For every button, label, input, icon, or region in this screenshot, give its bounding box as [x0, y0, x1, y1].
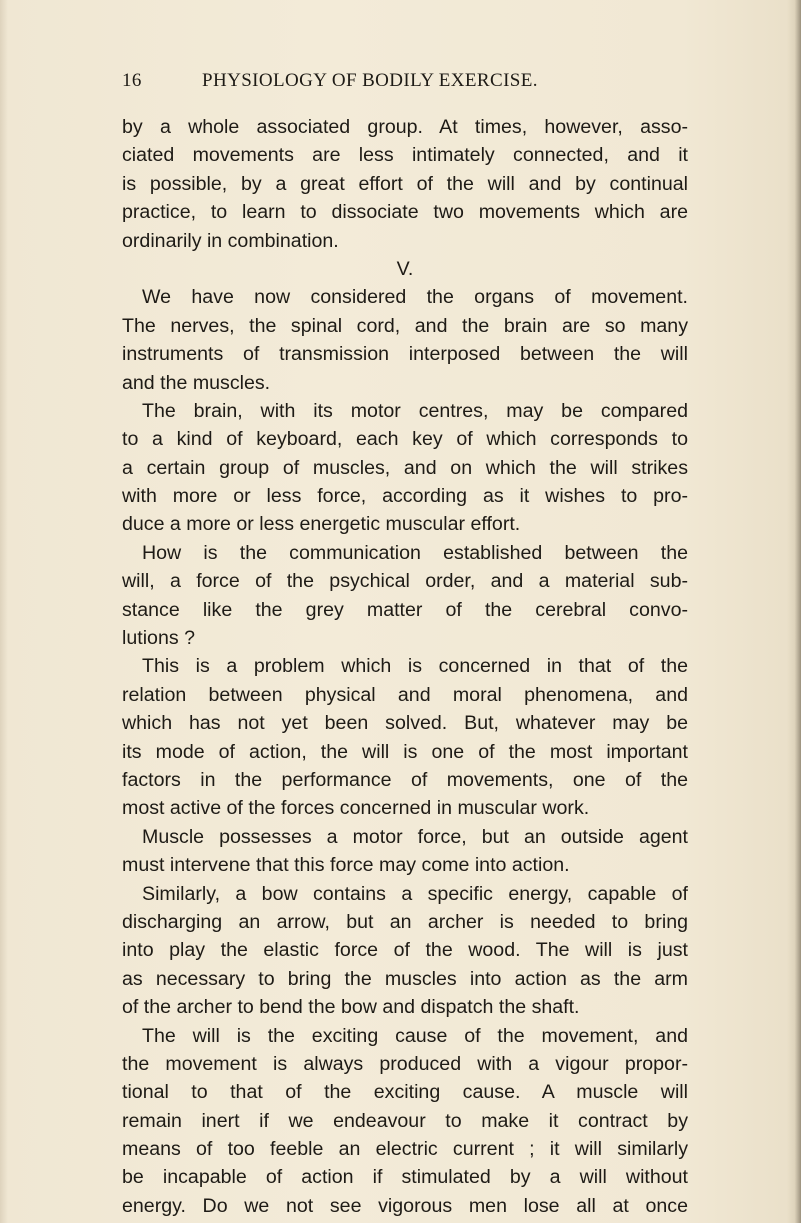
page-edge-right — [787, 0, 801, 1223]
text-line: to a kind of keyboard, each key of which corresponds to — [122, 428, 688, 451]
body-text — [122, 113, 688, 1220]
text-line: must intervene that this force may come into action. — [122, 854, 570, 877]
text-line: ordinarily in combination. — [122, 229, 339, 252]
text-line: relation between physical and moral phenomena, and — [122, 683, 688, 706]
text-line: as necessary to bring the muscles into action as the arm — [122, 967, 688, 990]
text-line: The brain, with its motor centres, may be compared — [142, 399, 688, 422]
text-line: be incapable of action if stimulated by a will without — [122, 1166, 688, 1189]
text-line: factors in the performance of movements, one of the — [122, 768, 688, 791]
text-line: its mode of action, the will is one of the most important — [122, 740, 688, 763]
text-line: and the muscles. — [122, 371, 271, 394]
text-line: practice, to learn to dissociate two movements which are — [122, 201, 688, 224]
text-line: will, a force of the psychical order, and a material sub- — [122, 570, 688, 593]
text-line: The will is the exciting cause of the movement, and — [142, 1024, 688, 1047]
text-line: energy. Do we not see vigorous men lose all at once — [122, 1194, 688, 1217]
text-line: instruments of transmission interposed between the will — [122, 343, 688, 366]
text-line: with more or less force, according as it wishes to pro- — [122, 485, 688, 508]
text-line: tional to that of the exciting cause. A muscle will — [122, 1081, 688, 1104]
page-number: 16 — [122, 70, 142, 91]
text-line: This is a problem which is concerned in that of the — [142, 655, 688, 678]
text-line: means of too feeble an electric current ; it will similarly — [122, 1138, 688, 1161]
text-line: How is the communication established between the — [142, 541, 688, 564]
text-line: Similarly, a bow contains a specific energy, capable of — [142, 882, 688, 905]
text-line: lutions ? — [122, 627, 195, 650]
running-title: PHYSIOLOGY OF BODILY EXERCISE. — [202, 70, 538, 91]
text-line: is possible, by a great effort of the will and by continual — [122, 172, 688, 195]
section-heading: V. — [396, 257, 414, 280]
text-line: remain inert if we endeavour to make it contract by — [122, 1109, 688, 1132]
text-line: into play the elastic force of the wood. The will is just — [122, 939, 688, 962]
page-edge-left — [0, 0, 8, 1223]
text-line: Muscle possesses a motor force, but an outside agent — [142, 825, 688, 848]
text-line: a certain group of muscles, and on which the will strikes — [122, 456, 688, 479]
text-line: stance like the grey matter of the cerebral convo- — [122, 598, 688, 621]
running-header — [122, 70, 602, 100]
text-line: discharging an arrow, but an archer is needed to bring — [122, 910, 688, 933]
text-line: We have now considered the organs of movement. — [142, 286, 688, 309]
text-line: most active of the forces concerned in muscular work. — [122, 797, 590, 820]
text-line: ciated movements are less intimately connected, and it — [122, 144, 688, 167]
text-line: of the archer to bend the bow and dispatch the shaft. — [122, 996, 580, 1019]
text-line: The nerves, the spinal cord, and the brain are so many — [122, 314, 688, 337]
text-line: which has not yet been solved. But, whatever may be — [122, 712, 688, 735]
text-line: by a whole associated group. At times, however, asso- — [122, 116, 688, 138]
text-line: the movement is always produced with a vigour propor- — [122, 1052, 688, 1075]
text-line: duce a more or less energetic muscular effort. — [122, 513, 521, 536]
